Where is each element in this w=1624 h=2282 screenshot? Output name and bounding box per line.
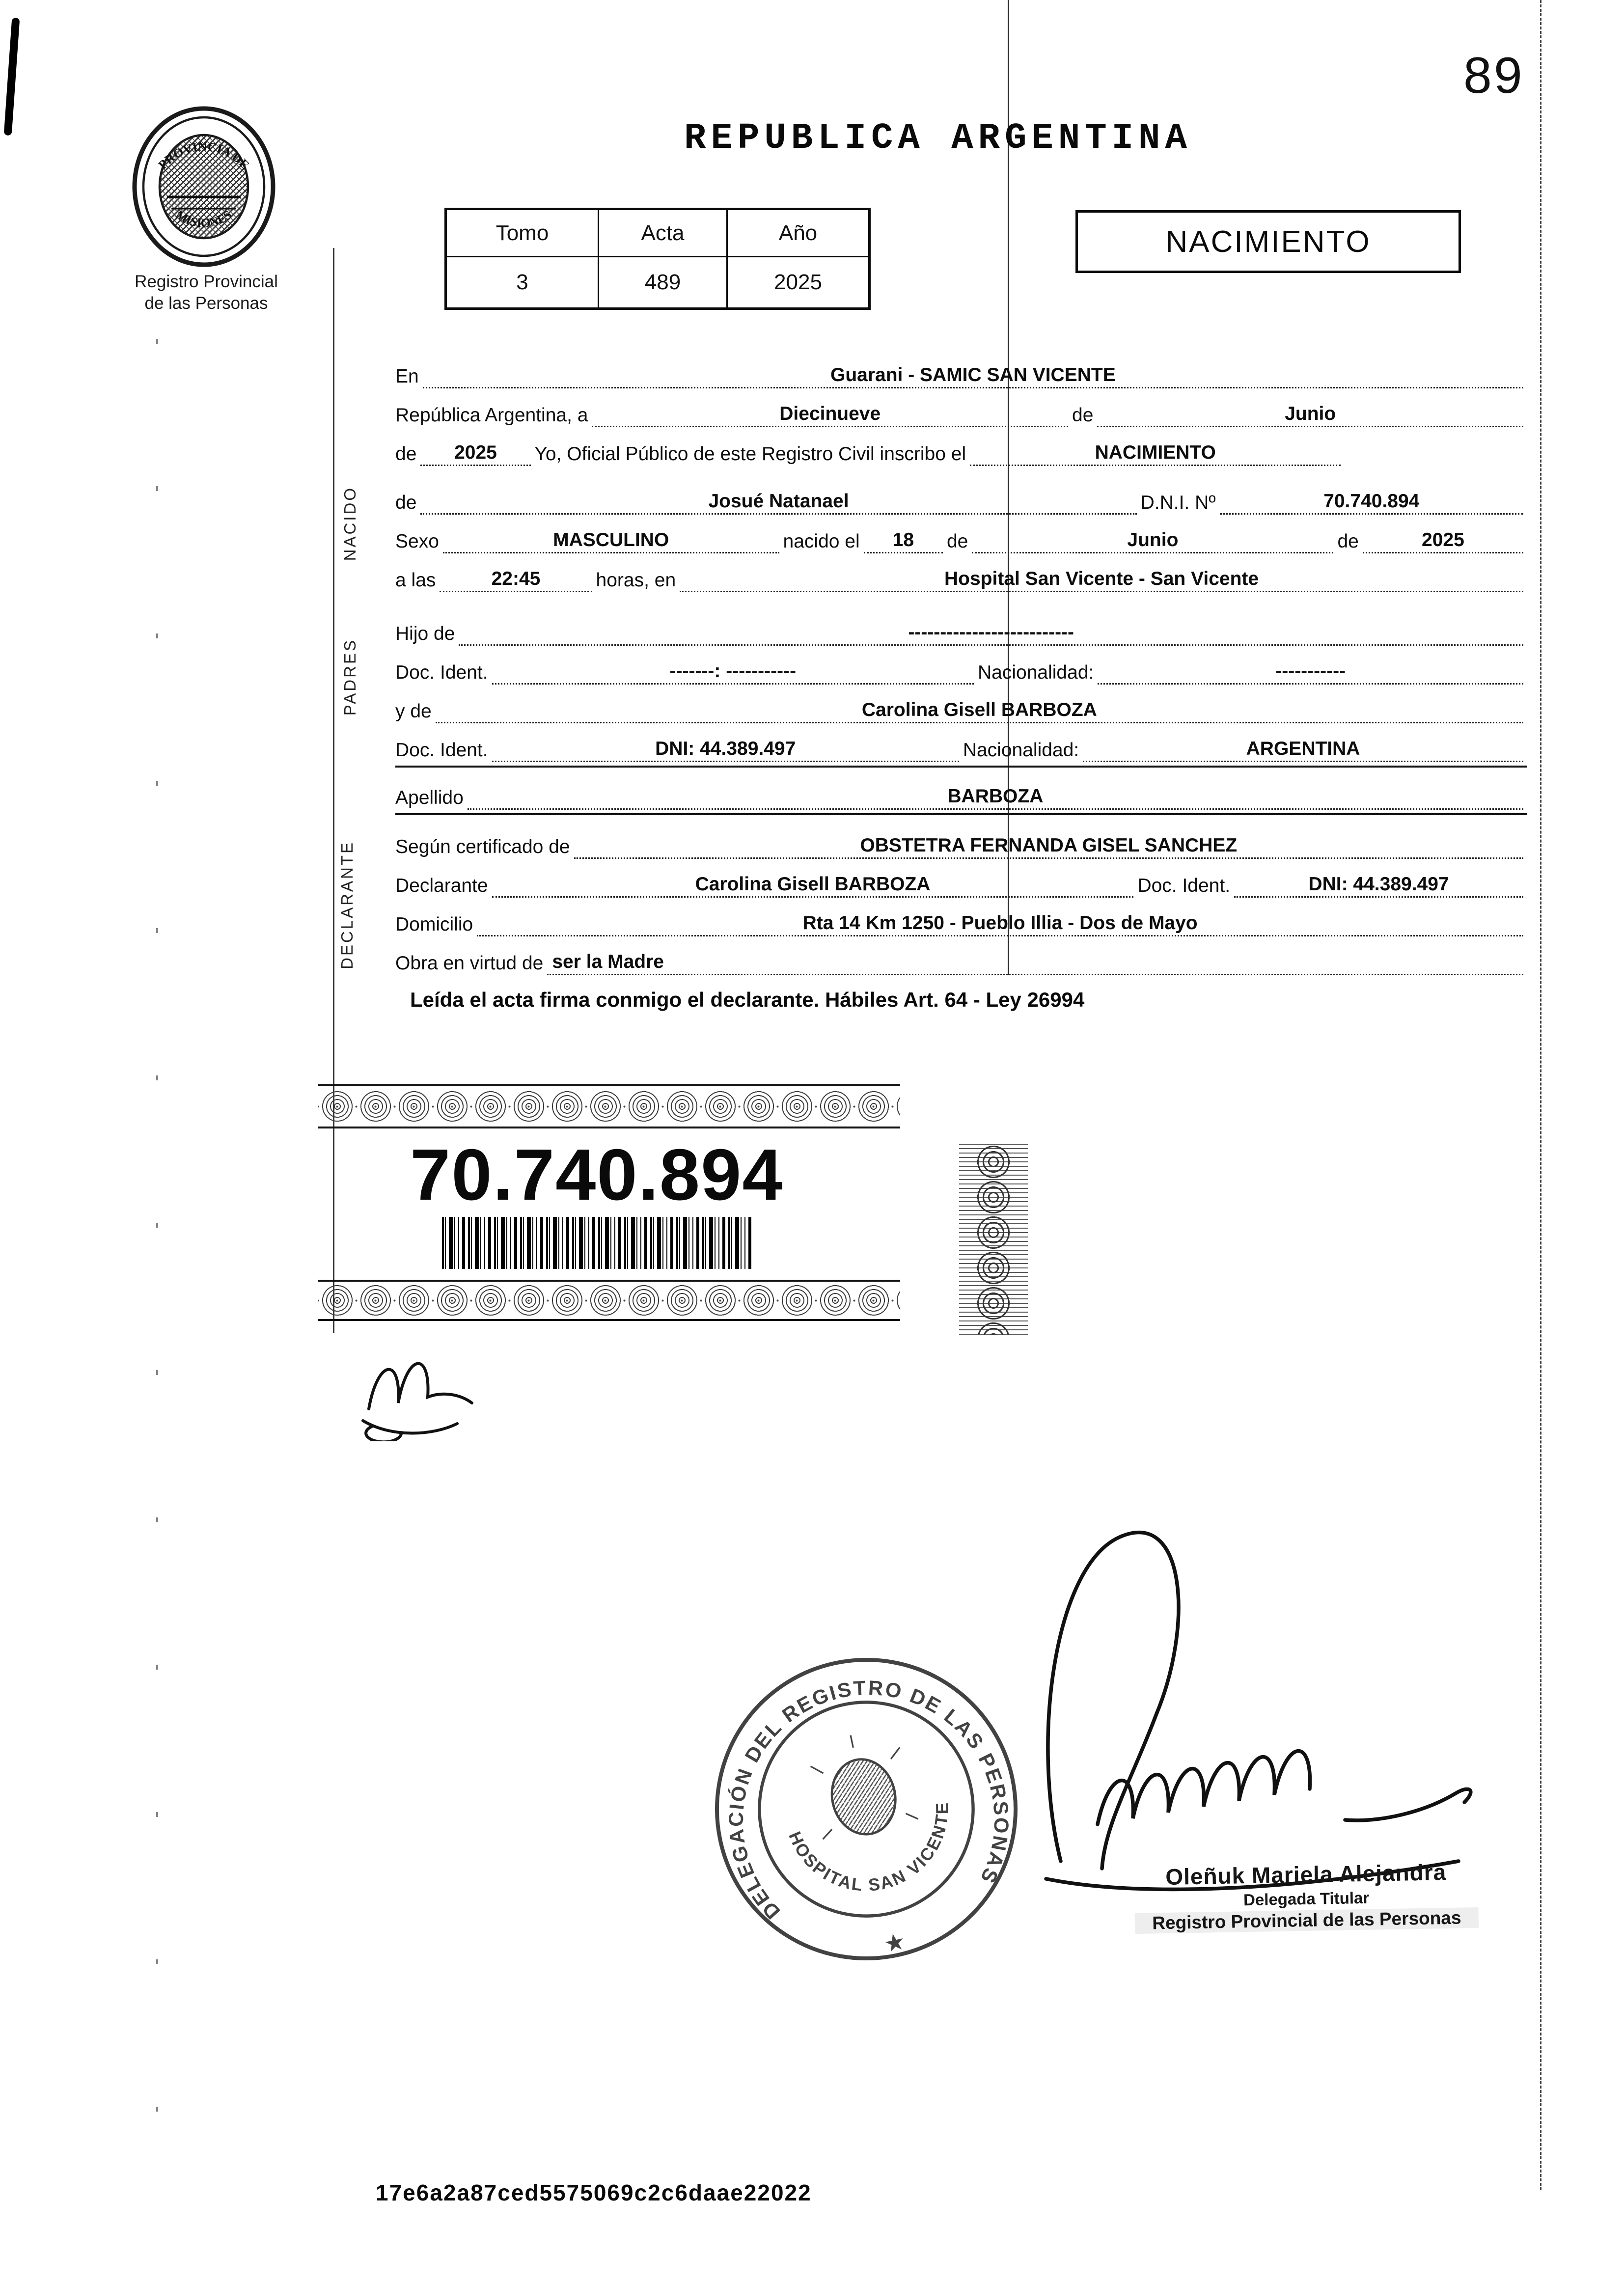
label-de-1: de — [1072, 405, 1094, 426]
label-doc-ident-1: Doc. Ident. — [395, 662, 488, 683]
table-header-acta: Acta — [599, 210, 728, 257]
form-line-nombre — [395, 476, 1527, 515]
label-de-5: de — [1337, 531, 1359, 552]
label-nacionalidad-2: Nacionalidad: — [963, 740, 1079, 761]
label-y-de: y de — [395, 701, 432, 722]
table-value-acta: 489 — [599, 257, 728, 307]
form-line-en — [395, 350, 1527, 388]
registry-caption-line2: de las Personas — [144, 293, 268, 313]
closing-statement: Leída el acta firma conmigo el declarante. Hábiles Art. 64 - Ley 26994 — [410, 988, 1085, 1011]
section-label-nacido: NACIDO — [341, 486, 359, 561]
stamp-inner-text: HOSPITAL SAN VICENTE — [785, 1801, 952, 1895]
form-left-rule — [333, 248, 334, 1333]
certificate-form — [395, 350, 1527, 1012]
officer-name-stamp — [1134, 1858, 1479, 1934]
value-birth-place: Hospital San Vicente - San Vicente — [680, 568, 1523, 592]
section-label-declarante: DECLARANTE — [338, 841, 356, 969]
form-line-domicilio — [395, 898, 1527, 936]
officer-title: Delegada Titular — [1243, 1888, 1370, 1909]
value-birth-time: 22:45 — [440, 568, 592, 592]
value-mother-name: Carolina Gisell BARBOZA — [436, 699, 1523, 723]
form-line-anio — [395, 427, 1527, 466]
right-margin-line — [1540, 0, 1541, 2190]
barcode — [442, 1217, 754, 1269]
registry-table — [444, 208, 871, 310]
label-en: En — [395, 366, 419, 387]
value-year: 2025 — [420, 442, 530, 466]
value-birth-day: 18 — [864, 529, 943, 553]
value-place-registered: Guarani - SAMIC SAN VICENTE — [423, 364, 1523, 388]
form-line-y-de — [395, 685, 1527, 723]
value-declarant-name: Carolina Gisell BARBOZA — [492, 874, 1134, 898]
seal-arc-bottom-text: MISIONES — [173, 207, 235, 230]
value-month: Junio — [1097, 403, 1523, 427]
label-doc-ident-3: Doc. Ident. — [1137, 875, 1231, 896]
form-line-doc-padre — [395, 646, 1527, 685]
value-father-nationality: ----------- — [1098, 660, 1523, 685]
guilloche-band-bottom — [318, 1280, 900, 1321]
officer-signature — [1017, 1503, 1488, 1896]
label-sexo: Sexo — [395, 531, 439, 552]
value-declarant-doc: DNI: 44.389.497 — [1234, 874, 1523, 898]
label-declarante: Declarante — [395, 875, 488, 896]
document-hash-code: 17e6a2a87ced5575069c2c6daae22022 — [376, 2180, 812, 2205]
left-tick-artifacts — [156, 339, 158, 2117]
officer-org: Registro Provincial de las Personas — [1135, 1907, 1479, 1934]
value-mother-nationality: ARGENTINA — [1083, 738, 1523, 762]
value-capacity: ser la Madre — [547, 951, 1523, 975]
label-republica: República Argentina, a — [395, 405, 588, 426]
document-title: REPUBLICA ARGENTINA — [684, 118, 1192, 159]
officer-name: Oleñuk Mariela Alejandra — [1165, 1859, 1447, 1890]
value-dni-number: 70.740.894 — [1220, 491, 1523, 515]
value-given-names: Josué Natanael — [420, 491, 1136, 515]
value-address: Rta 14 Km 1250 - Pueblo Illia - Dos de Mayo — [477, 912, 1523, 936]
guilloche-band-top — [318, 1084, 900, 1128]
value-birth-year: 2025 — [1363, 529, 1523, 553]
label-certificado: Según certificado de — [395, 836, 570, 857]
label-de-2: de — [395, 443, 417, 465]
delegation-round-stamp — [680, 1622, 1052, 1995]
value-mother-doc: DNI: 44.389.497 — [492, 738, 959, 762]
form-line-hora — [395, 553, 1527, 592]
page-number: 89 — [1463, 47, 1524, 104]
act-type-box: NACIMIENTO — [1075, 210, 1461, 273]
table-value-anio: 2025 — [774, 270, 822, 294]
label-doc-ident-2: Doc. Ident. — [395, 740, 488, 761]
registry-caption-line1: Registro Provincial — [135, 272, 278, 291]
value-certifier: OBSTETRA FERNANDA GISEL SANCHEZ — [574, 835, 1523, 859]
label-apellido: Apellido — [395, 787, 464, 808]
form-line-declarante — [395, 859, 1527, 898]
certificate-number: 70.740.894 — [410, 1134, 784, 1215]
label-hijo-de: Hijo de — [395, 623, 455, 644]
seal-arc-top-text: PROVINCIA DE — [155, 139, 252, 172]
form-line-doc-madre — [395, 723, 1527, 762]
value-day-word: Diecinueve — [592, 403, 1068, 427]
table-header-tomo: Tomo — [447, 210, 599, 257]
value-act-kind: NACIMIENTO — [970, 442, 1341, 466]
label-dni: D.N.I. Nº — [1140, 492, 1216, 513]
form-line-sexo — [395, 515, 1527, 553]
label-horas-en: horas, en — [596, 570, 676, 591]
section-label-padres: PADRES — [341, 638, 359, 716]
value-sex: MASCULINO — [443, 529, 779, 553]
form-line-hijo-de — [395, 607, 1527, 646]
label-de-3: de — [395, 492, 417, 513]
form-line-fecha — [395, 388, 1527, 427]
scan-corner-mark — [4, 18, 20, 136]
table-header-anio: Año — [728, 210, 868, 257]
provincial-seal-icon — [130, 106, 277, 268]
registry-caption — [93, 271, 319, 314]
table-value-tomo: 3 — [447, 257, 599, 307]
stamp-star-icon: ★ — [881, 1928, 908, 1958]
form-line-apellido — [395, 771, 1527, 810]
value-surname: BARBOZA — [468, 786, 1523, 810]
initials-signature — [351, 1338, 498, 1441]
label-nacido-el: nacido el — [783, 531, 860, 552]
label-obra: Obra en virtud de — [395, 953, 544, 974]
form-line-certificado — [395, 820, 1527, 859]
label-domicilio: Domicilio — [395, 914, 473, 935]
guilloche-strip-vertical — [959, 1144, 1028, 1335]
label-de-4: de — [946, 531, 968, 552]
form-line-obra — [395, 936, 1527, 975]
value-father-doc: -------: ----------- — [492, 660, 974, 685]
value-birth-month: Junio — [972, 529, 1333, 553]
label-nacionalidad-1: Nacionalidad: — [978, 662, 1094, 683]
stamp-ring-text: DELEGACIÓN DEL REGISTRO DE LAS PERSONAS — [724, 1676, 1014, 1924]
label-oficial: Yo, Oficial Público de este Registro Civil inscribo el — [534, 443, 966, 465]
section-divider-2 — [395, 813, 1527, 815]
label-a-las: a las — [395, 570, 436, 591]
section-divider-1 — [395, 766, 1527, 768]
value-father-name: -------------------------- — [459, 622, 1523, 646]
